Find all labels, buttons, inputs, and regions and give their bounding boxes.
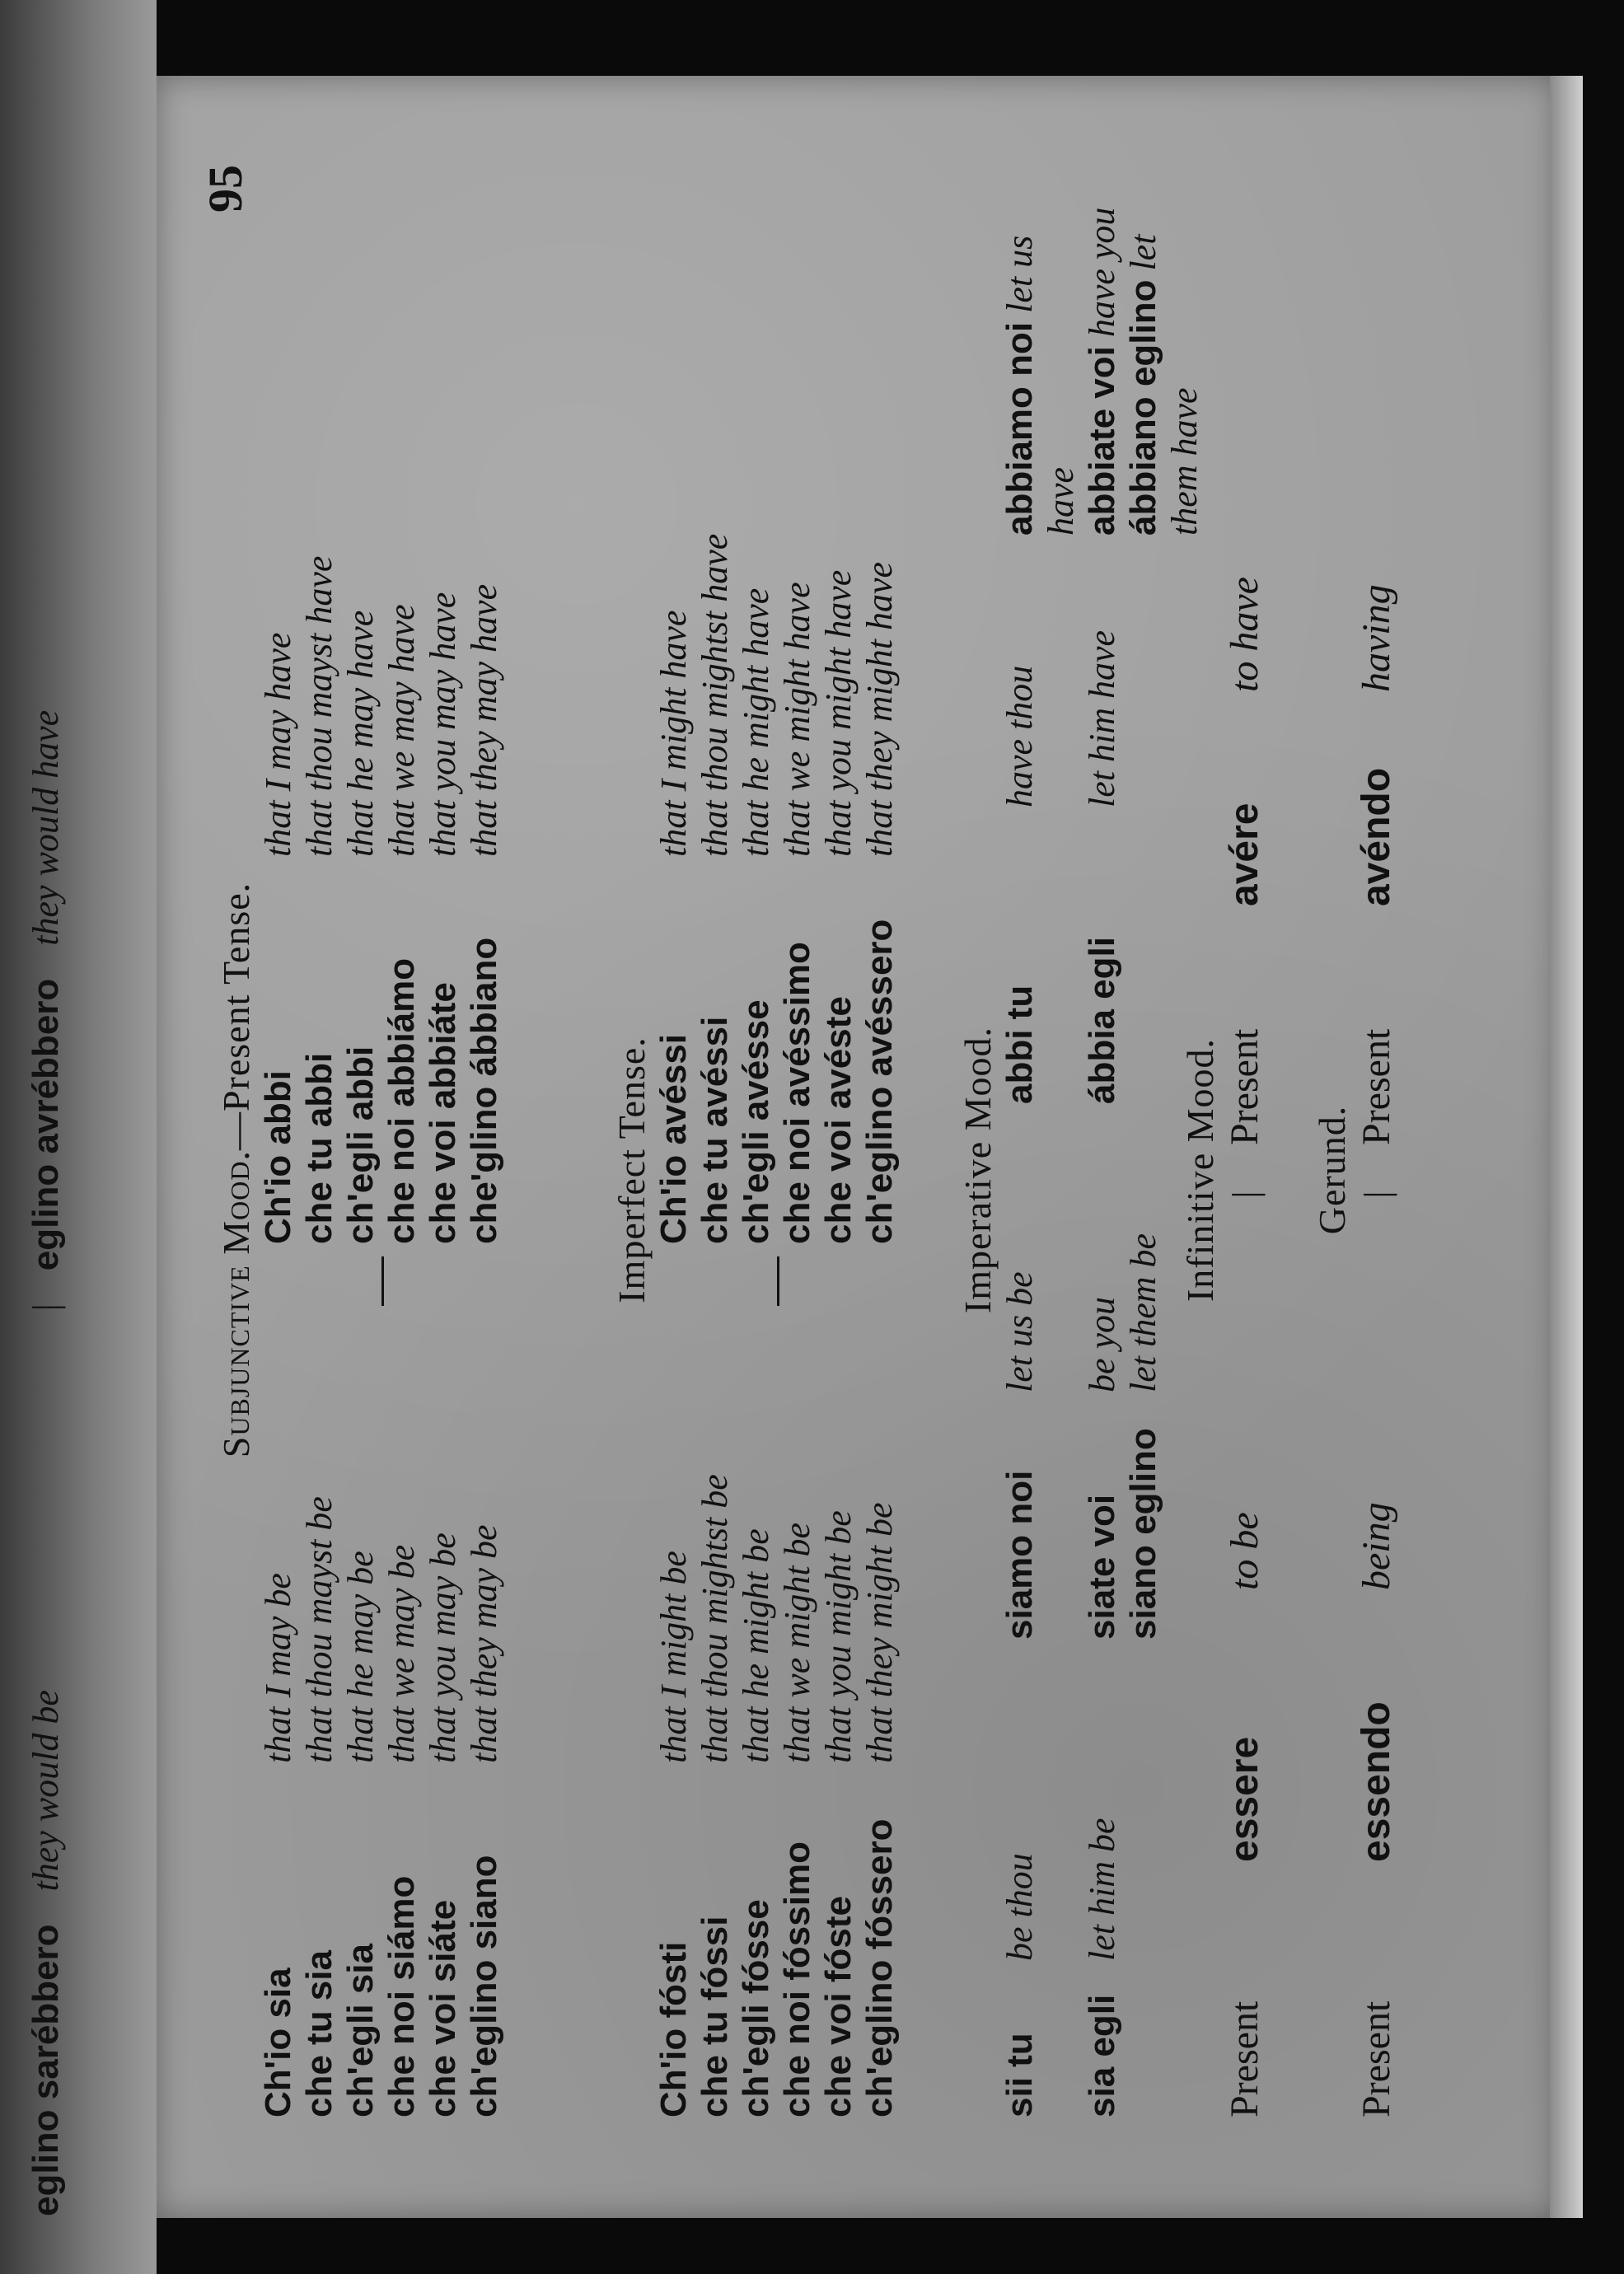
imperative-d-gloss: have you [1082, 207, 1122, 338]
italian-form-be: che noi siámo [381, 1875, 422, 2117]
rule-line [381, 1256, 384, 1306]
infinitive-label-2: Present [1223, 1028, 1266, 1145]
imperative-d-cell [999, 190, 1082, 536]
english-gloss-have: that thou mayst have [299, 555, 339, 857]
rotated-page-content [181, 107, 1533, 2183]
english-gloss-have: that thou mightst have [695, 533, 735, 857]
infinitive-heading: Infinitive Mood. [1179, 1037, 1221, 1303]
imperative-c-gloss: have thou [999, 665, 1040, 807]
column-divider [653, 1244, 695, 1318]
infinitive-label-1: Present [1223, 2000, 1266, 2117]
english-gloss-have: that he might have [736, 587, 776, 857]
italian-form-have: Ch'io abbi [258, 1070, 298, 1244]
italian-form-be: che tu sia [299, 1950, 339, 2117]
english-gloss-have: that you may have [423, 592, 463, 857]
italian-form-be: che noi fóssimo [777, 1841, 817, 2117]
prev-divider: | [26, 1303, 66, 1312]
infinitive-row [1222, 222, 1267, 2117]
column-divider [695, 1244, 736, 1318]
english-gloss-be: that I may be [258, 1573, 298, 1763]
italian-form-be: ch'eglino fóssero [859, 1818, 900, 2117]
prev-col1: eglino sarébbero [26, 1924, 66, 2216]
imperative-b: siano eglino [1123, 1428, 1163, 1640]
italian-form-have: che noi abbiámo [381, 957, 422, 1244]
imperative-b-gloss: let them be [1123, 1233, 1163, 1392]
italian-form-be: che voi siáte [423, 1899, 463, 2117]
subjunctive-heading-mood: Subjunctive Mood. [215, 1150, 257, 1458]
imperative-table [999, 207, 1205, 2117]
english-gloss-be: that you may be [423, 1532, 463, 1763]
column-divider [464, 1244, 505, 1318]
english-gloss-be: that you might be [818, 1510, 859, 1763]
column-divider [381, 1244, 423, 1318]
prev-col2: they would be [26, 1690, 66, 1892]
imperative-c: ábbia egli [1082, 937, 1122, 1104]
subjunctive-section [214, 222, 505, 2117]
italian-form-have: ch'egli abbi [340, 1046, 381, 1244]
gerund-en-1: being [1355, 1502, 1398, 1590]
gerund-en-2: having [1355, 584, 1398, 692]
english-gloss-have: that we may have [381, 604, 422, 857]
previous-page-fragment [25, 58, 91, 2216]
infinitive-en-1: to be [1223, 1512, 1266, 1590]
infinitive-section [1178, 222, 1267, 2117]
gerund-heading: Gerund. [1311, 1105, 1353, 1235]
rule-line [777, 1256, 779, 1306]
infinitive-en-2: to have [1223, 577, 1266, 692]
imperative-b-gloss: be you [1082, 1296, 1122, 1392]
english-gloss-be: that he might be [736, 1528, 776, 1763]
subjunctive-heading-tense: —Present Tense. [215, 882, 257, 1151]
imperative-d: abbiamo noi [999, 321, 1040, 536]
gerund-section [1310, 222, 1399, 2117]
imperative-d-gloss: let them have [1123, 234, 1205, 536]
imperative-a: sia egli [1082, 1994, 1122, 2117]
english-gloss-be: that we might be [777, 1522, 817, 1763]
english-gloss-be: that he may be [340, 1551, 381, 1763]
imperative-a: sii tu [999, 2033, 1040, 2117]
imperative-d-gloss: let us have [999, 235, 1081, 536]
column-divider [299, 1244, 340, 1318]
italian-form-have: ch'egli avésse [736, 999, 776, 1244]
imperative-b-gloss: let us be [999, 1271, 1040, 1392]
column-divider [777, 1244, 818, 1318]
english-gloss-be: that they may be [464, 1524, 504, 1763]
imperative-d-cell [1082, 190, 1123, 536]
italian-form-have: che tu abbi [299, 1052, 339, 1244]
italian-form-have: ch'eglino avéssero [859, 919, 900, 1244]
gerund-row [1354, 222, 1399, 2117]
right-page-edge [1550, 76, 1583, 2218]
english-gloss-be: that thou mightst be [695, 1474, 735, 1763]
imperfect-section [610, 222, 901, 2117]
english-gloss-be: that we may be [381, 1544, 422, 1763]
column-divider [340, 1244, 381, 1318]
imperfect-heading: Imperfect Tense. [611, 1036, 653, 1303]
page-number: 95 [199, 165, 252, 213]
column-divider [423, 1244, 464, 1318]
imperative-c: abbi tu [999, 985, 1040, 1104]
english-gloss-have: that they may have [464, 583, 504, 857]
imperative-a-gloss: let him be [1082, 1818, 1122, 1961]
gerund-label-1: Present [1355, 2000, 1398, 2117]
italian-form-be: Ch'io fósti [653, 1941, 694, 2117]
english-gloss-be: that they might be [859, 1502, 900, 1763]
italian-form-be: Ch'io sia [258, 1968, 298, 2117]
imperative-heading: Imperative Mood. [957, 1026, 999, 1314]
italian-form-have: che voi abbiáte [423, 982, 463, 1244]
gerund-word-2: avéndo [1355, 767, 1398, 906]
column-divider [818, 1244, 859, 1318]
column-divider [859, 1244, 901, 1318]
italian-form-be: ch'egli fósse [736, 1899, 776, 2117]
english-gloss-be: that thou mayst be [299, 1496, 339, 1763]
english-gloss-have: that we might have [777, 582, 817, 857]
italian-form-have: che voi avéste [818, 996, 859, 1244]
english-gloss-be: that I might be [653, 1551, 694, 1763]
imperative-d: ábbiano eglino [1123, 279, 1163, 536]
english-gloss-have: that I might have [653, 610, 694, 857]
italian-form-be: ch'egli sia [340, 1944, 381, 2117]
imperfect-table [653, 222, 901, 2117]
imperative-section [956, 207, 1205, 2117]
subjunctive-table [258, 222, 505, 2117]
italian-form-have: che'glino ábbiano [464, 937, 504, 1244]
italian-form-be: ch'eglino siano [464, 1855, 504, 2117]
imperative-a-gloss: be thou [999, 1853, 1040, 1961]
infinitive-divider: | [1225, 1191, 1266, 1199]
italian-form-be: che tu fóssi [695, 1916, 735, 2117]
english-gloss-have: that I may have [258, 632, 298, 857]
infinitive-word-2: avére [1223, 802, 1266, 906]
english-gloss-have: that you might have [818, 569, 859, 857]
gerund-divider: | [1357, 1191, 1397, 1199]
imperative-b: siate voi [1082, 1494, 1122, 1640]
column-divider [736, 1244, 777, 1318]
italian-form-have: che tu avéssi [695, 1016, 735, 1244]
infinitive-word-1: essere [1223, 1736, 1266, 1862]
english-gloss-have: that they might have [859, 561, 900, 857]
italian-form-be: che voi fóste [818, 1896, 859, 2117]
column-divider [258, 1244, 299, 1318]
imperative-b: siamo noi [999, 1470, 1040, 1640]
prev-col4: they would have [26, 709, 66, 946]
italian-form-have: che noi avéssimo [777, 942, 817, 1244]
subjunctive-heading [214, 222, 258, 2117]
prev-col3: eglino avrébbero [26, 978, 66, 1271]
italian-form-have: Ch'io avéssi [653, 1033, 694, 1244]
gerund-label-2: Present [1355, 1028, 1398, 1145]
english-gloss-have: that he may have [340, 610, 381, 857]
imperative-d: abbiate voi [1082, 346, 1122, 536]
imperative-c-gloss: let him have [1082, 629, 1122, 807]
gerund-word-1: essendo [1355, 1701, 1398, 1862]
